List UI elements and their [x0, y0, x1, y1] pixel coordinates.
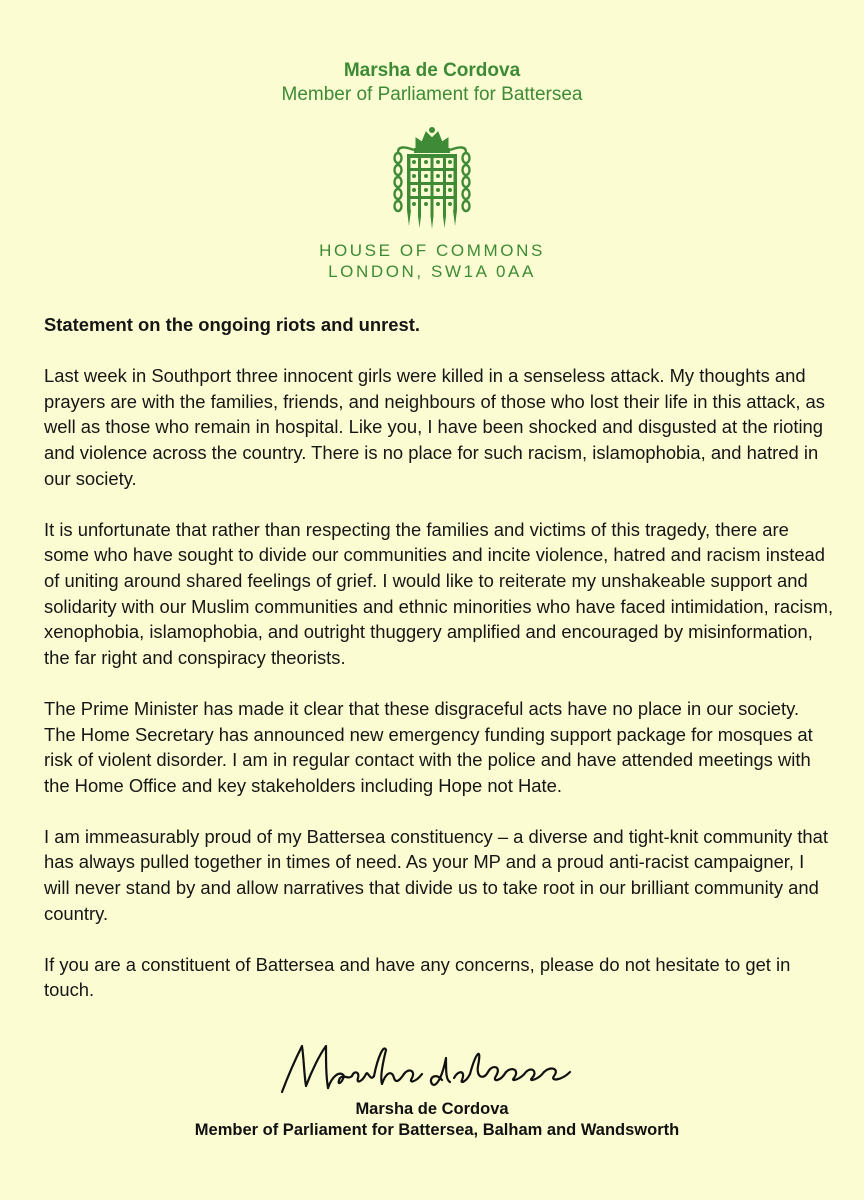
- institution-address: LONDON, SW1A 0AA: [328, 262, 536, 281]
- mp-name: Marsha de Cordova: [343, 60, 521, 81]
- letter-paragraph: Last week in Southport three innocent girls were killed in a senseless attack. My thoughts and prayers are with the families, friends, and neighbours of those who lost their life in this attack, as well as those who remain in hospital. Like you, I have been shocked and disgusted at the rioting and violence across the country. There is no place for such racism, islamophobia, and hatred in our society.: [44, 365, 825, 489]
- portcullis-icon: [392, 126, 472, 230]
- letter-paragraph: The Prime Minister has made it clear that these disgraceful acts have no place in our society. The Home Secretary has announced new emergency funding support package for mosques at risk of violent disorder. I am in regular contact with the police and have attended meetings with the Home Office and key stakeholders including Hope not Hate.: [44, 697, 813, 796]
- letter-paragraph: If you are a constituent of Battersea and have any concerns, please do not hesitate to get in touch.: [44, 953, 791, 1001]
- mp-role: Member of Parliament for Battersea: [281, 84, 583, 105]
- letter-paragraph: I am immeasurably proud of my Battersea constituency – a diverse and tight-knit community that has always pulled together in times of need. As your MP and a proud anti-racist campaigner, I will never stand by and allow narratives that divide us to take root in our brilliant community and country.: [44, 825, 828, 924]
- institution-name: HOUSE OF COMMONS: [319, 241, 545, 260]
- signatory-name: Marsha de Cordova: [355, 1100, 509, 1118]
- handwritten-signature: [270, 1036, 580, 1100]
- signatory-role: Member of Parliament for Battersea, Balham and Wandsworth: [194, 1121, 680, 1139]
- letter-paragraph: It is unfortunate that rather than respecting the families and victims of this tragedy, there are some who have sought to divide our communities and incite violence, hatred and racism instead of uniting around shared feelings of grief. I would like to reiterate my unshakeable support and solidarity with our Muslim communities and ethnic minorities who have faced intimidation, racism, xenophobia, islamophobia, and outright thuggery amplified and encouraged by misinformation, the far right and conspiracy theorists.: [44, 518, 834, 668]
- letter-heading: Statement on the ongoing riots and unrest.: [44, 314, 420, 335]
- letter-body: [44, 312, 834, 1029]
